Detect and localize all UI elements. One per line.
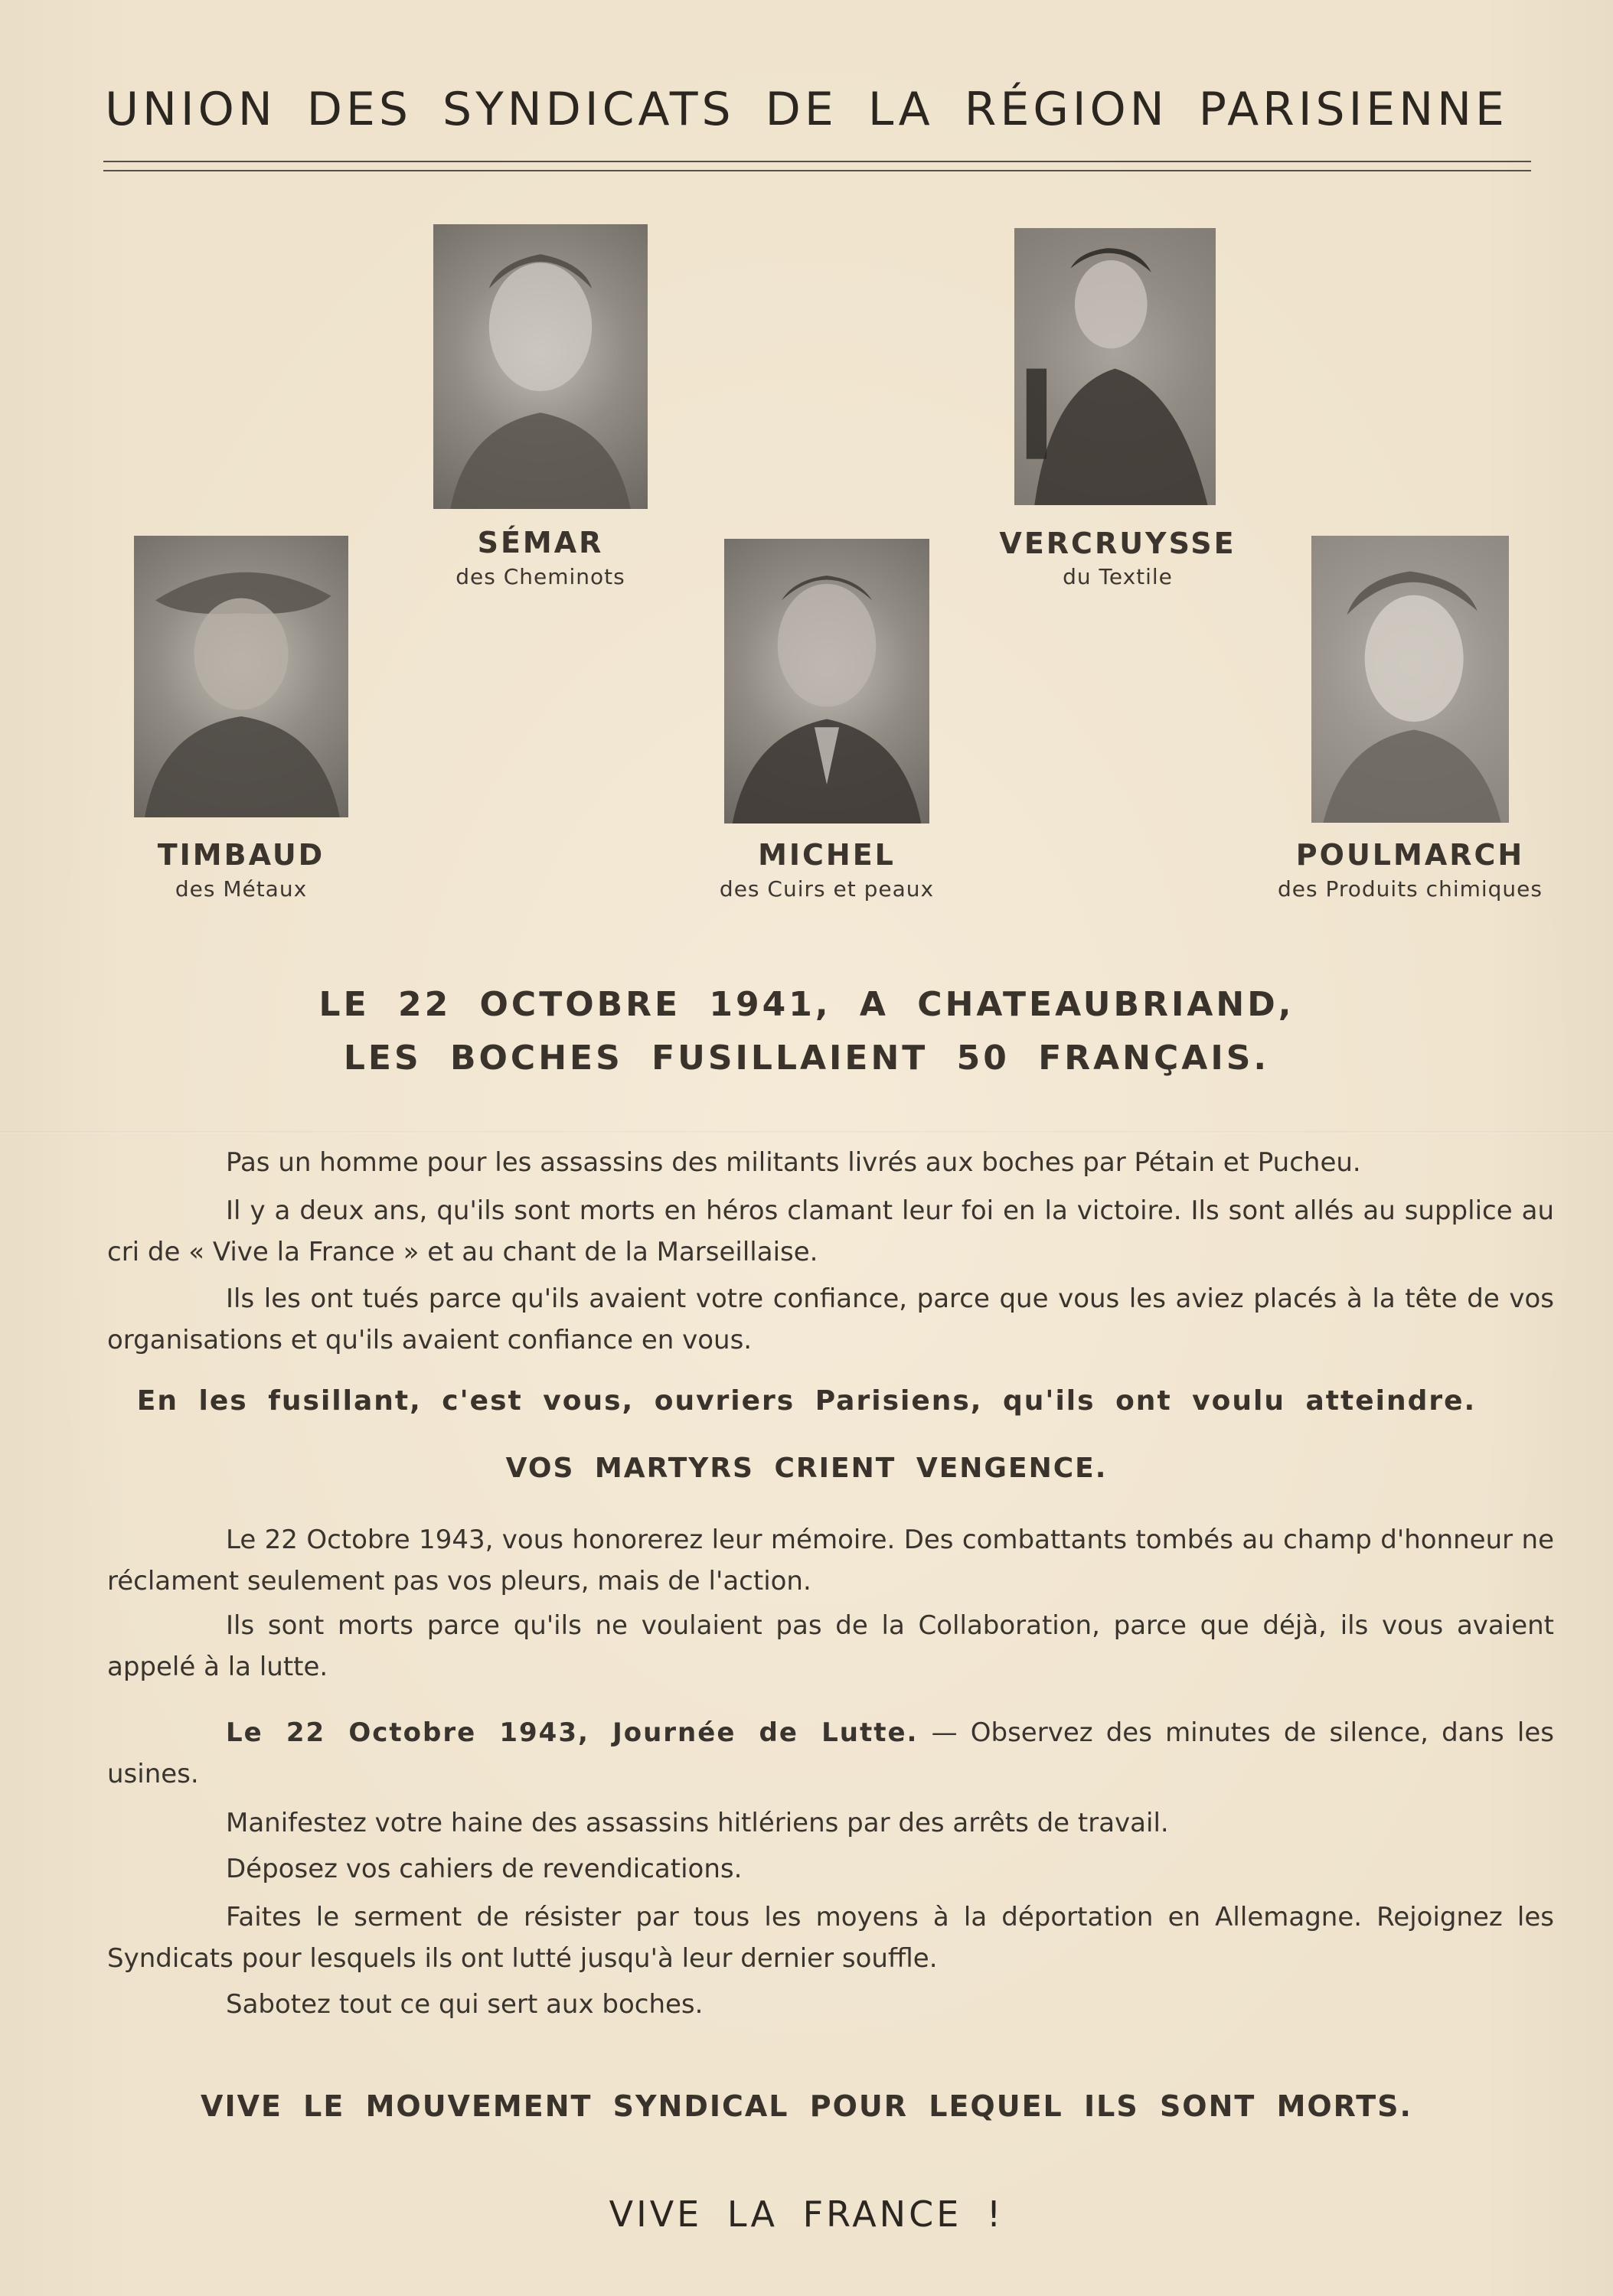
body-paragraph-4: Le 22 Octobre 1943, vous honorerez leur mémoire. Des combattants tombés au champ d'honneur ne réclament seulement pas vos pleurs, mais de l'action. xyxy=(107,1525,1554,1596)
portrait-michel-name: MICHEL xyxy=(758,838,896,872)
portrait-semar-name: SÉMAR xyxy=(477,526,604,559)
day-of-struggle-lead: Le 22 Octobre 1943, Journée de Lutte. xyxy=(226,1717,919,1748)
body-paragraph-6 xyxy=(107,1712,1554,1795)
emphasis-line-1: En les fusillant, c'est vous, ouvriers Parisiens, qu'ils ont voulu atteindre. xyxy=(136,1385,1477,1417)
headline-line-1: LE 22 OCTOBRE 1941, A CHATEAUBRIAND, xyxy=(318,985,1295,1024)
portrait-vercruysse-union: du Textile xyxy=(1063,564,1173,589)
portrait-timbaud-union: des Métaux xyxy=(175,876,308,902)
portrait-timbaud-photo xyxy=(134,536,348,817)
portrait-michel-union: des Cuirs et peaux xyxy=(719,876,935,902)
body-paragraph-10: Sabotez tout ce qui sert aux boches. xyxy=(226,1989,704,2020)
portrait-vercruysse-photo xyxy=(1014,228,1216,505)
header-rule-bottom xyxy=(103,170,1531,171)
portrait-vercruysse-name: VERCRUYSSE xyxy=(999,527,1236,560)
closing-vive-la-france: VIVE LA FRANCE ! xyxy=(609,2193,1004,2235)
portrait-semar-union: des Cheminots xyxy=(455,564,625,589)
body-paragraph-9: Faites le serment de résister par tous les moyens à la déportation en Allemagne. Rejoignez les Syndicats pour lesquels ils ont lutté jusqu'à leur dernier souffle. xyxy=(107,1902,1554,1974)
closing-slogan: VIVE LE MOUVEMENT SYNDICAL POUR LEQUEL ILS SONT MORTS. xyxy=(201,2089,1412,2123)
portrait-poulmarch-name: POULMARCH xyxy=(1295,838,1525,872)
header-rule-top xyxy=(103,161,1531,162)
paper-fold-line xyxy=(0,1131,1613,1133)
body-paragraph-5: Ils sont morts parce qu'ils ne voulaient pas de la Collaboration, parce que déjà, ils vous avaient appelé à la lutte. xyxy=(107,1610,1554,1682)
body-paragraph-1: Pas un homme pour les assassins des militants livrés aux boches par Pétain et Pucheu. xyxy=(226,1147,1361,1178)
body-paragraph-3: Ils les ont tués parce qu'ils avaient votre confiance, parce que vous les aviez placés à la tête de vos organisations et qu'ils avaient confiance en vous. xyxy=(107,1283,1554,1355)
headline-line-2: LES BOCHES FUSILLAIENT 50 FRANÇAIS. xyxy=(343,1039,1270,1078)
day-of-struggle-text: — Observez des minutes de silence, dans les usines. xyxy=(107,1717,1554,1789)
portrait-poulmarch-photo xyxy=(1311,536,1509,823)
portrait-michel-photo xyxy=(724,539,929,823)
page-title: UNION DES SYNDICATS DE LA RÉGION PARISIENNE xyxy=(105,83,1508,136)
portrait-semar-photo xyxy=(433,224,648,509)
emphasis-line-2: VOS MARTYRS CRIENT VENGENCE. xyxy=(505,1453,1108,1484)
portrait-timbaud-name: TIMBAUD xyxy=(157,838,325,872)
portrait-poulmarch-union: des Produits chimiques xyxy=(1278,876,1543,902)
body-paragraph-8: Déposez vos cahiers de revendications. xyxy=(226,1854,743,1884)
body-paragraph-7: Manifestez votre haine des assassins hitlériens par des arrêts de travail. xyxy=(226,1808,1169,1838)
body-paragraph-2: Il y a deux ans, qu'ils sont morts en héros clamant leur foi en la victoire. Ils sont allés au supplice au cri de « Vive la France » et au chant de la Marseillaise. xyxy=(107,1195,1554,1267)
